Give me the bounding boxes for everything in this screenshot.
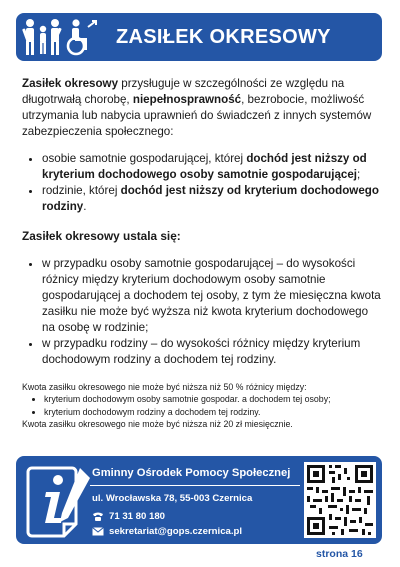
list-item: • kryterium dochodowym rodziny a dochodem tej rodziny. — [44, 406, 382, 418]
page-number: strona 16 — [316, 548, 363, 560]
email-address[interactable]: sekretariat@gops.czernica.pl — [109, 526, 243, 537]
criteria-list — [22, 151, 382, 215]
phone-number[interactable]: 71 31 80 180 — [109, 511, 166, 522]
phone-row — [92, 511, 165, 522]
family-disability-icon — [22, 17, 102, 57]
header-banner — [16, 13, 382, 61]
intro-paragraph — [22, 76, 382, 140]
qr-code[interactable] — [304, 462, 376, 538]
list-item: • w przypadku osoby samotnie gospodarującej – do wysokości różnicy między kryterium dochodowym osoby samotnie gospodarującej a dochodem tej osoby, z tym że miesięczna kwota zasiłku nie może być wyższa niż kwota kryterium dochodowego na osobę w rodzinie; — [42, 256, 382, 336]
main-content — [22, 76, 382, 431]
info-icon — [24, 462, 96, 540]
list-item — [42, 151, 382, 183]
divider — [90, 485, 300, 486]
intro-text-1: przysługuje w szczególności ze względu na długotrwałą chorobę, — [22, 77, 345, 106]
org-name: Gminny Ośrodek Pomocy Społecznej — [92, 467, 291, 479]
intro-bold-1: Zasiłek okresowy — [22, 77, 119, 90]
criteria-text: . — [83, 200, 87, 213]
note-list — [22, 393, 382, 418]
mail-icon — [92, 526, 104, 537]
criteria-text: ; — [357, 168, 361, 181]
note-line: Kwota zasiłku okresowego nie może być niższa niż 50 % różnicy między: — [22, 382, 307, 392]
criteria-bold: dochód jest niższy od kryterium dochodowego rodziny — [42, 184, 379, 213]
rules-list — [22, 256, 382, 368]
criteria-bold: dochód jest niższy od kryterium dochodowego osoby samotnie gospodarującej — [42, 152, 367, 181]
list-item: • kryterium dochodowym osoby samotnie gospodar. a dochodem tej osoby; — [44, 393, 382, 405]
note-line: Kwota zasiłku okresowego nie może być niższa niż 20 zł miesięcznie. — [22, 419, 293, 430]
list-item — [42, 183, 382, 215]
address: ul. Wrocławska 78, 55-003 Czernica — [92, 493, 253, 504]
contact-footer — [16, 456, 382, 544]
phone-icon — [92, 511, 104, 522]
section-heading: Zasiłek okresowy ustala się: — [22, 229, 181, 243]
intro-bold-2: niepełnosprawność — [132, 93, 242, 106]
email-row — [92, 526, 242, 537]
intro-text-2: , bezrobocie, możliwość utrzymania lub nabycia uprawnień do świadczeń z innych systemów zabezpieczenia społecznego: — [22, 93, 372, 138]
list-item: • w przypadku rodziny – do wysokości różnicy między kryterium dochodowym rodziny a dochodem tej rodziny. — [42, 336, 382, 368]
criteria-text: osobie samotnie gospodarującej, której — [42, 152, 247, 165]
note-block — [22, 381, 382, 431]
page-title: ZASIŁEK OKRESOWY — [116, 25, 331, 48]
criteria-text: rodzinie, której — [42, 184, 121, 197]
